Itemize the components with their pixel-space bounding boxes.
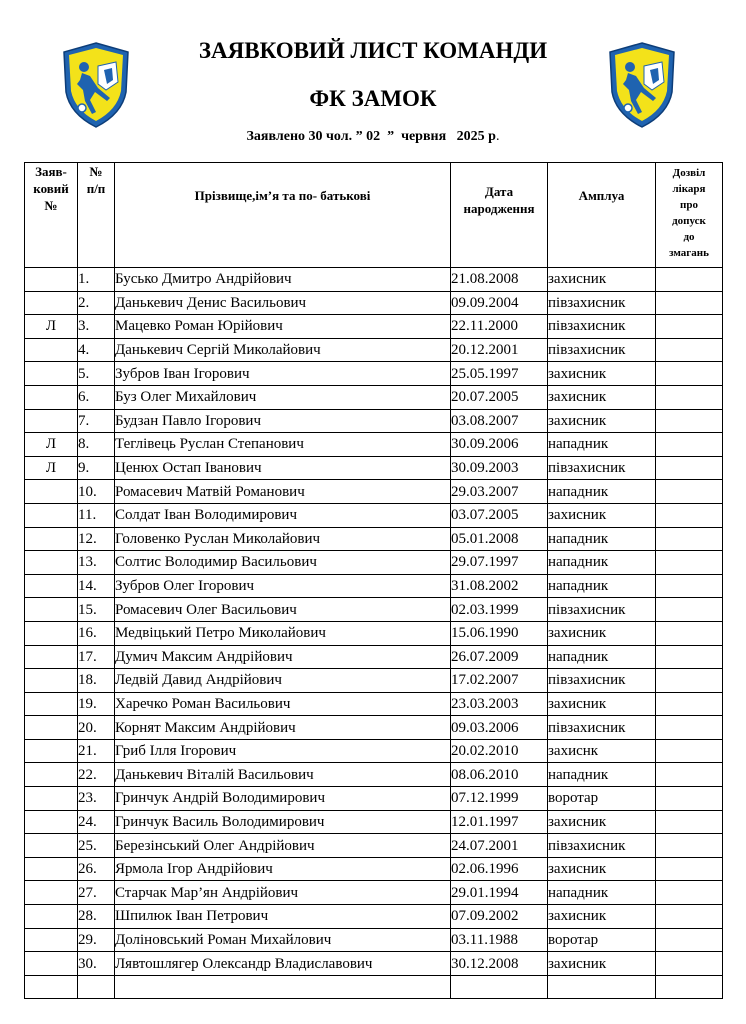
number-cell: 24. — [78, 810, 115, 834]
doctor-permission-cell — [656, 551, 723, 575]
doctor-permission-cell — [656, 527, 723, 551]
player-name-cell: Ценюх Остап Іванович — [115, 456, 451, 480]
player-name-cell: Гринчук Андрій Володимирович — [115, 787, 451, 811]
birth-date-cell: 30.09.2006 — [451, 433, 548, 457]
table-row — [25, 315, 723, 339]
doctor-permission-cell — [656, 456, 723, 480]
captain-mark-cell — [25, 787, 78, 811]
birth-date-cell: 29.01.1994 — [451, 881, 548, 905]
number-cell: 3. — [78, 315, 115, 339]
birth-date-cell: 03.11.1988 — [451, 928, 548, 952]
doctor-permission-cell — [656, 905, 723, 929]
captain-mark-cell: Л — [25, 315, 78, 339]
birth-date-cell: 05.01.2008 — [451, 527, 548, 551]
player-name-cell: Старчак Мар’ян Андрійович — [115, 881, 451, 905]
birth-date-cell: 20.12.2001 — [451, 338, 548, 362]
player-name-cell: Гринчук Василь Володимирович — [115, 810, 451, 834]
position-cell: нападник — [548, 527, 656, 551]
player-name-cell: Зубров Олег Ігорович — [115, 574, 451, 598]
header-captain-line: № — [44, 198, 58, 213]
number-cell: 12. — [78, 527, 115, 551]
position-cell: захисник — [548, 952, 656, 976]
doctor-permission-cell — [656, 692, 723, 716]
doctor-permission-cell — [656, 834, 723, 858]
table-row — [25, 268, 723, 292]
number-cell: 30. — [78, 952, 115, 976]
doctor-permission-cell — [656, 787, 723, 811]
player-name-cell: Доліновський Роман Михайлович — [115, 928, 451, 952]
birth-date-cell: 07.09.2002 — [451, 905, 548, 929]
captain-mark-cell — [25, 598, 78, 622]
birth-date-cell: 23.03.2003 — [451, 692, 548, 716]
roster-table — [24, 162, 723, 999]
captain-mark-cell — [25, 385, 78, 409]
birth-date-cell: 29.03.2007 — [451, 480, 548, 504]
position-cell: півзахисник — [548, 834, 656, 858]
number-cell: 29. — [78, 928, 115, 952]
player-name-cell: Гриб Ілля Ігорович — [115, 739, 451, 763]
number-cell: 23. — [78, 787, 115, 811]
position-cell: захиснк — [548, 739, 656, 763]
doctor-permission-cell — [656, 716, 723, 740]
header-birth-line: народження — [463, 201, 535, 216]
position-cell: захисник — [548, 857, 656, 881]
table-row — [25, 905, 723, 929]
table-row — [25, 574, 723, 598]
position-cell: нападник — [548, 881, 656, 905]
number-cell: 27. — [78, 881, 115, 905]
player-name-cell: Теглівець Руслан Степанович — [115, 433, 451, 457]
player-name-cell: Ромасевич Матвій Романович — [115, 480, 451, 504]
birth-date-cell: 02.03.1999 — [451, 598, 548, 622]
captain-mark-cell — [25, 574, 78, 598]
number-cell: 2. — [78, 291, 115, 315]
header-doctor-line: змагань — [669, 247, 709, 259]
player-name-cell: Харечко Роман Васильович — [115, 692, 451, 716]
number-cell: 1. — [78, 268, 115, 292]
birth-date-cell: 08.06.2010 — [451, 763, 548, 787]
captain-mark-cell — [25, 763, 78, 787]
position-cell: захисник — [548, 621, 656, 645]
number-cell: 18. — [78, 669, 115, 693]
number-cell: 26. — [78, 857, 115, 881]
player-name-cell: Лявтошлягер Олександр Владиславович — [115, 952, 451, 976]
number-cell: 22. — [78, 763, 115, 787]
birth-date-cell: 26.07.2009 — [451, 645, 548, 669]
birth-date-cell: 02.06.1996 — [451, 857, 548, 881]
table-row — [25, 881, 723, 905]
position-cell — [548, 975, 656, 999]
header-doctor-line: Дозвіл — [672, 167, 706, 179]
position-cell: нападник — [548, 574, 656, 598]
player-name-cell: Данькевич Віталій Васильович — [115, 763, 451, 787]
position-cell: нападник — [548, 551, 656, 575]
captain-mark-cell — [25, 857, 78, 881]
table-row — [25, 338, 723, 362]
table-row — [25, 598, 723, 622]
player-name-cell: Думич Максим Андрійович — [115, 645, 451, 669]
table-row — [25, 456, 723, 480]
doctor-permission-cell — [656, 503, 723, 527]
birth-date-cell: 09.03.2006 — [451, 716, 548, 740]
player-name-cell: Данькевич Денис Васильович — [115, 291, 451, 315]
doctor-permission-cell — [656, 291, 723, 315]
captain-mark-cell — [25, 952, 78, 976]
birth-date-cell: 21.08.2008 — [451, 268, 548, 292]
position-cell: захисник — [548, 810, 656, 834]
table-row — [25, 362, 723, 386]
position-cell: півзахисник — [548, 315, 656, 339]
header-doctor-line: лікаря — [672, 183, 706, 195]
position-cell: нападник — [548, 480, 656, 504]
birth-date-cell: 31.08.2002 — [451, 574, 548, 598]
number-cell — [78, 975, 115, 999]
birth-date-cell: 30.09.2003 — [451, 456, 548, 480]
header-birth — [451, 163, 548, 268]
number-cell: 13. — [78, 551, 115, 575]
table-row — [25, 480, 723, 504]
number-cell: 25. — [78, 834, 115, 858]
player-name-cell: Бусько Дмитро Андрійович — [115, 268, 451, 292]
number-cell: 20. — [78, 716, 115, 740]
captain-mark-cell — [25, 268, 78, 292]
doctor-permission-cell — [656, 409, 723, 433]
position-cell: півзахисник — [548, 716, 656, 740]
captain-mark-cell — [25, 362, 78, 386]
doctor-permission-cell — [656, 810, 723, 834]
doctor-permission-cell — [656, 928, 723, 952]
captain-mark-cell — [25, 621, 78, 645]
captain-mark-cell — [25, 480, 78, 504]
captain-mark-cell — [25, 527, 78, 551]
number-cell: 11. — [78, 503, 115, 527]
position-cell: захисник — [548, 409, 656, 433]
table-row — [25, 621, 723, 645]
number-cell: 4. — [78, 338, 115, 362]
captain-mark-cell — [25, 810, 78, 834]
birth-date-cell: 25.05.1997 — [451, 362, 548, 386]
header-birth-line: Дата — [484, 184, 514, 199]
doctor-permission-cell — [656, 598, 723, 622]
table-row — [25, 669, 723, 693]
captain-mark-cell — [25, 881, 78, 905]
position-cell: півзахисник — [548, 598, 656, 622]
birth-date-cell: 20.02.2010 — [451, 739, 548, 763]
captain-mark-cell — [25, 739, 78, 763]
captain-mark-cell — [25, 503, 78, 527]
number-cell: 8. — [78, 433, 115, 457]
doctor-permission-cell — [656, 645, 723, 669]
declared-suffix: . — [495, 129, 500, 144]
table-row — [25, 810, 723, 834]
birth-date-cell: 22.11.2000 — [451, 315, 548, 339]
header-number — [78, 163, 115, 268]
birth-date-cell: 03.08.2007 — [451, 409, 548, 433]
player-name-cell — [115, 975, 451, 999]
doctor-permission-cell — [656, 433, 723, 457]
number-cell: 6. — [78, 385, 115, 409]
captain-mark-cell — [25, 692, 78, 716]
position-cell: воротар — [548, 928, 656, 952]
doctor-permission-cell — [656, 315, 723, 339]
position-cell: нападник — [548, 433, 656, 457]
position-cell: захисник — [548, 362, 656, 386]
position-cell: півзахисник — [548, 456, 656, 480]
number-cell: 16. — [78, 621, 115, 645]
captain-mark-cell — [25, 409, 78, 433]
doctor-permission-cell — [656, 952, 723, 976]
birth-date-cell: 24.07.2001 — [451, 834, 548, 858]
header-doctor-line: допуск — [672, 215, 706, 227]
table-row — [25, 952, 723, 976]
doctor-permission-cell — [656, 268, 723, 292]
doctor-permission-cell — [656, 574, 723, 598]
team-name: ФК ЗАМОК — [309, 86, 437, 111]
number-cell: 7. — [78, 409, 115, 433]
captain-mark-cell — [25, 905, 78, 929]
player-name-cell: Зубров Іван Ігорович — [115, 362, 451, 386]
table-row — [25, 645, 723, 669]
header-doctor — [656, 163, 723, 268]
player-name-cell: Ярмола Ігор Андрійович — [115, 857, 451, 881]
roster-body — [25, 268, 723, 999]
birth-date-cell: 29.07.1997 — [451, 551, 548, 575]
number-cell: 14. — [78, 574, 115, 598]
doctor-permission-cell — [656, 385, 723, 409]
header-position: Амплуа — [548, 163, 656, 268]
table-row — [25, 692, 723, 716]
player-name-cell: Буз Олег Михайлович — [115, 385, 451, 409]
player-name-cell: Солтис Володимир Васильович — [115, 551, 451, 575]
table-row — [25, 857, 723, 881]
player-name-cell: Шпилюк Іван Петрович — [115, 905, 451, 929]
header-number-line: № — [89, 164, 103, 179]
player-name-cell: Мацевко Роман Юрійович — [115, 315, 451, 339]
captain-mark-cell — [25, 834, 78, 858]
captain-mark-cell — [25, 645, 78, 669]
captain-mark-cell — [25, 551, 78, 575]
birth-date-cell: 17.02.2007 — [451, 669, 548, 693]
table-row — [25, 834, 723, 858]
table-row — [25, 433, 723, 457]
position-cell: нападник — [548, 645, 656, 669]
captain-mark-cell — [25, 669, 78, 693]
doctor-permission-cell — [656, 739, 723, 763]
captain-mark-cell — [25, 291, 78, 315]
doctor-permission-cell — [656, 338, 723, 362]
player-name-cell: Солдат Іван Володимирович — [115, 503, 451, 527]
position-cell: півзахисник — [548, 291, 656, 315]
header-captain-line: ковий — [33, 181, 69, 196]
birth-date-cell: 07.12.1999 — [451, 787, 548, 811]
table-row — [25, 409, 723, 433]
number-cell: 9. — [78, 456, 115, 480]
header-captain-line: Заяв- — [35, 164, 67, 179]
doctor-permission-cell — [656, 881, 723, 905]
declared-line — [0, 129, 746, 145]
header-captain — [25, 163, 78, 268]
player-name-cell: Березінський Олег Андрійович — [115, 834, 451, 858]
table-row — [25, 739, 723, 763]
table-row — [25, 763, 723, 787]
birth-date-cell: 09.09.2004 — [451, 291, 548, 315]
position-cell: захисник — [548, 503, 656, 527]
player-name-cell: Ромасевич Олег Васильович — [115, 598, 451, 622]
header-doctor-line: до — [683, 231, 695, 243]
captain-mark-cell — [25, 975, 78, 999]
captain-mark-cell — [25, 338, 78, 362]
captain-mark-cell — [25, 716, 78, 740]
header-number-line: п/п — [86, 181, 106, 196]
table-row — [25, 385, 723, 409]
header-name: Прізвище,ім’я та по- батькові — [115, 163, 451, 268]
birth-date-cell: 12.01.1997 — [451, 810, 548, 834]
birth-date-cell: 30.12.2008 — [451, 952, 548, 976]
captain-mark-cell — [25, 928, 78, 952]
player-name-cell: Будзан Павло Ігорович — [115, 409, 451, 433]
birth-date-cell: 15.06.1990 — [451, 621, 548, 645]
captain-mark-cell: Л — [25, 456, 78, 480]
position-cell: захисник — [548, 905, 656, 929]
player-name-cell: Данькевич Сергій Миколайович — [115, 338, 451, 362]
number-cell: 5. — [78, 362, 115, 386]
table-row — [25, 291, 723, 315]
position-cell: півзахисник — [548, 669, 656, 693]
doctor-permission-cell — [656, 362, 723, 386]
doctor-permission-cell — [656, 621, 723, 645]
number-cell: 17. — [78, 645, 115, 669]
doctor-permission-cell — [656, 857, 723, 881]
captain-mark-cell: Л — [25, 433, 78, 457]
doctor-permission-cell — [656, 975, 723, 999]
number-cell: 28. — [78, 905, 115, 929]
position-cell: захисник — [548, 385, 656, 409]
player-name-cell: Корнят Максим Андрійович — [115, 716, 451, 740]
doctor-permission-cell — [656, 480, 723, 504]
position-cell: нападник — [548, 763, 656, 787]
number-cell: 15. — [78, 598, 115, 622]
table-row — [25, 551, 723, 575]
table-row — [25, 716, 723, 740]
doctor-permission-cell — [656, 669, 723, 693]
number-cell: 10. — [78, 480, 115, 504]
table-row — [25, 928, 723, 952]
number-cell: 19. — [78, 692, 115, 716]
table-row — [25, 787, 723, 811]
table-row — [25, 975, 723, 999]
player-name-cell: Головенко Руслан Миколайович — [115, 527, 451, 551]
doctor-permission-cell — [656, 763, 723, 787]
position-cell: воротар — [548, 787, 656, 811]
position-cell: захисник — [548, 692, 656, 716]
header-doctor-line: про — [680, 199, 698, 211]
table-row — [25, 527, 723, 551]
header-row — [25, 163, 723, 268]
player-name-cell: Медвіцький Петро Миколайович — [115, 621, 451, 645]
declared-text: Заявлено 30 чол. ” 02 ” червня 2025 р — [246, 129, 496, 144]
birth-date-cell: 03.07.2005 — [451, 503, 548, 527]
position-cell: півзахисник — [548, 338, 656, 362]
birth-date-cell: 20.07.2005 — [451, 385, 548, 409]
table-row — [25, 503, 723, 527]
player-name-cell: Ледвій Давид Андрійович — [115, 669, 451, 693]
document-title: ЗАЯВКОВИЙ ЛИСТ КОМАНДИ — [198, 38, 548, 63]
number-cell: 21. — [78, 739, 115, 763]
position-cell: захисник — [548, 268, 656, 292]
birth-date-cell — [451, 975, 548, 999]
